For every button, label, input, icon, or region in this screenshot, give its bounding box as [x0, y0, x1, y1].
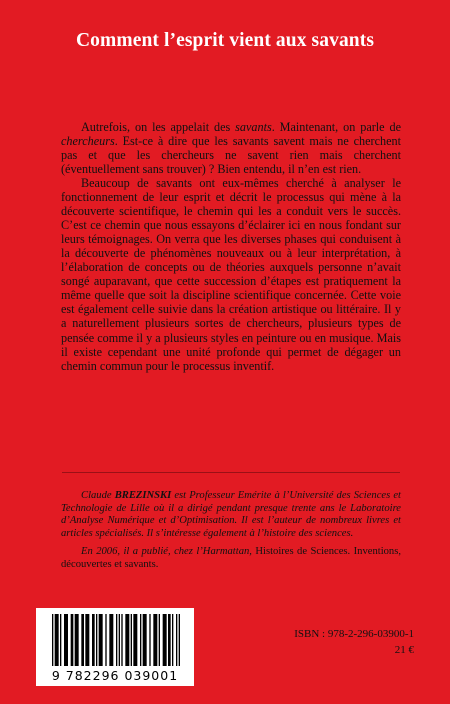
barcode-bar	[60, 614, 61, 666]
barcode-bar	[64, 614, 68, 666]
barcode-bar	[133, 614, 137, 666]
barcode-bar	[179, 614, 180, 666]
barcode-image	[36, 608, 194, 686]
barcode-bar	[159, 614, 160, 666]
author-bio: Claude BREZINSKI est Professeur Emérite à l’Université des Sciences et Technologie de Lille où il a dirigé pendant presque trente ans le Laboratoire d’Analyse Numérique et d’Optimisation. Il est l’auteur de nombreux livres et articles spécialisés. Il s’intéresse également à l’histoire des sciences.	[61, 490, 401, 539]
barcode-bar	[56, 614, 59, 666]
price-label: 21 €	[394, 644, 414, 656]
barcode-bar	[109, 614, 113, 666]
barcode-bar	[52, 614, 53, 666]
barcode-bar	[55, 614, 56, 666]
barcode-bar	[99, 614, 103, 666]
barcode-bar	[168, 614, 171, 666]
barcode-bar	[163, 614, 167, 666]
isbn-label: ISBN : 978-2-296-03900-1	[294, 628, 414, 640]
section-divider	[62, 472, 400, 473]
barcode-bar	[172, 614, 173, 666]
barcode-bar	[92, 614, 95, 666]
barcode-bar	[81, 614, 84, 666]
barcode-bar	[125, 614, 129, 666]
barcode-bar	[143, 614, 147, 666]
barcode-bar	[71, 614, 74, 666]
barcode-bar	[96, 614, 97, 666]
author-publications: En 2006, il a publié, chez l’Harmattan, Histoires de Sciences. Inventions, découvertes et savants.	[61, 546, 401, 570]
main-paragraph: Beaucoup de savants ont eux-mêmes cherché à analyser le fonctionnement de leur esprit et décrit le processus qui mène à la découverte scientifique, le chemin qui les a conduit vers le succès. C’est ce chemin que nous essayons d’éclairer ici en nous fondant sur leurs témoignages. On verra que les diverses phases qui conduisent à la découverte de phénomènes nouveaux ou à leur interprétation, à l’élaboration de concepts ou de théories auxquels personne n’avait songé auparavant, que cette succession d’étapes est pratiquement la même quelle que soit la discipline scientifique concernée. Cette voie est également celle suivie dans la création artistique ou littéraire. Il y a naturellement plusieurs sortes de chercheurs, plusieurs types de pensée comme il y a plusieurs styles en peinture ou en musique. Mais il existe cependant une unité profonde qui permet de dégager un chemin commun pour le processus inventif.	[61, 176, 401, 373]
barcode-bar	[85, 614, 89, 666]
barcode-bar	[153, 614, 157, 666]
barcode-bar	[116, 614, 117, 666]
barcode-bar	[131, 614, 132, 666]
barcode-bar	[105, 614, 106, 666]
barcode-bar	[140, 614, 141, 666]
book-title: Comment l’esprit vient aux savants	[75, 30, 375, 51]
barcode-bar	[119, 614, 120, 666]
barcode-bar	[149, 614, 150, 666]
barcode	[36, 608, 194, 686]
intro-paragraph: Autrefois, on les appelait des savants. Maintenant, on parle de chercheurs. Est-ce à dire que les savants savent mais ne cherchent pas et que les chercheurs ne savent rien mais cherchent (éventuellement sans trouver) ? Bien entendu, il n’en est rien.	[61, 120, 401, 177]
barcode-digits: 9 782296 039001	[51, 668, 179, 683]
barcode-bar	[75, 614, 79, 666]
barcode-bar	[121, 614, 122, 666]
barcode-bar	[176, 614, 177, 666]
